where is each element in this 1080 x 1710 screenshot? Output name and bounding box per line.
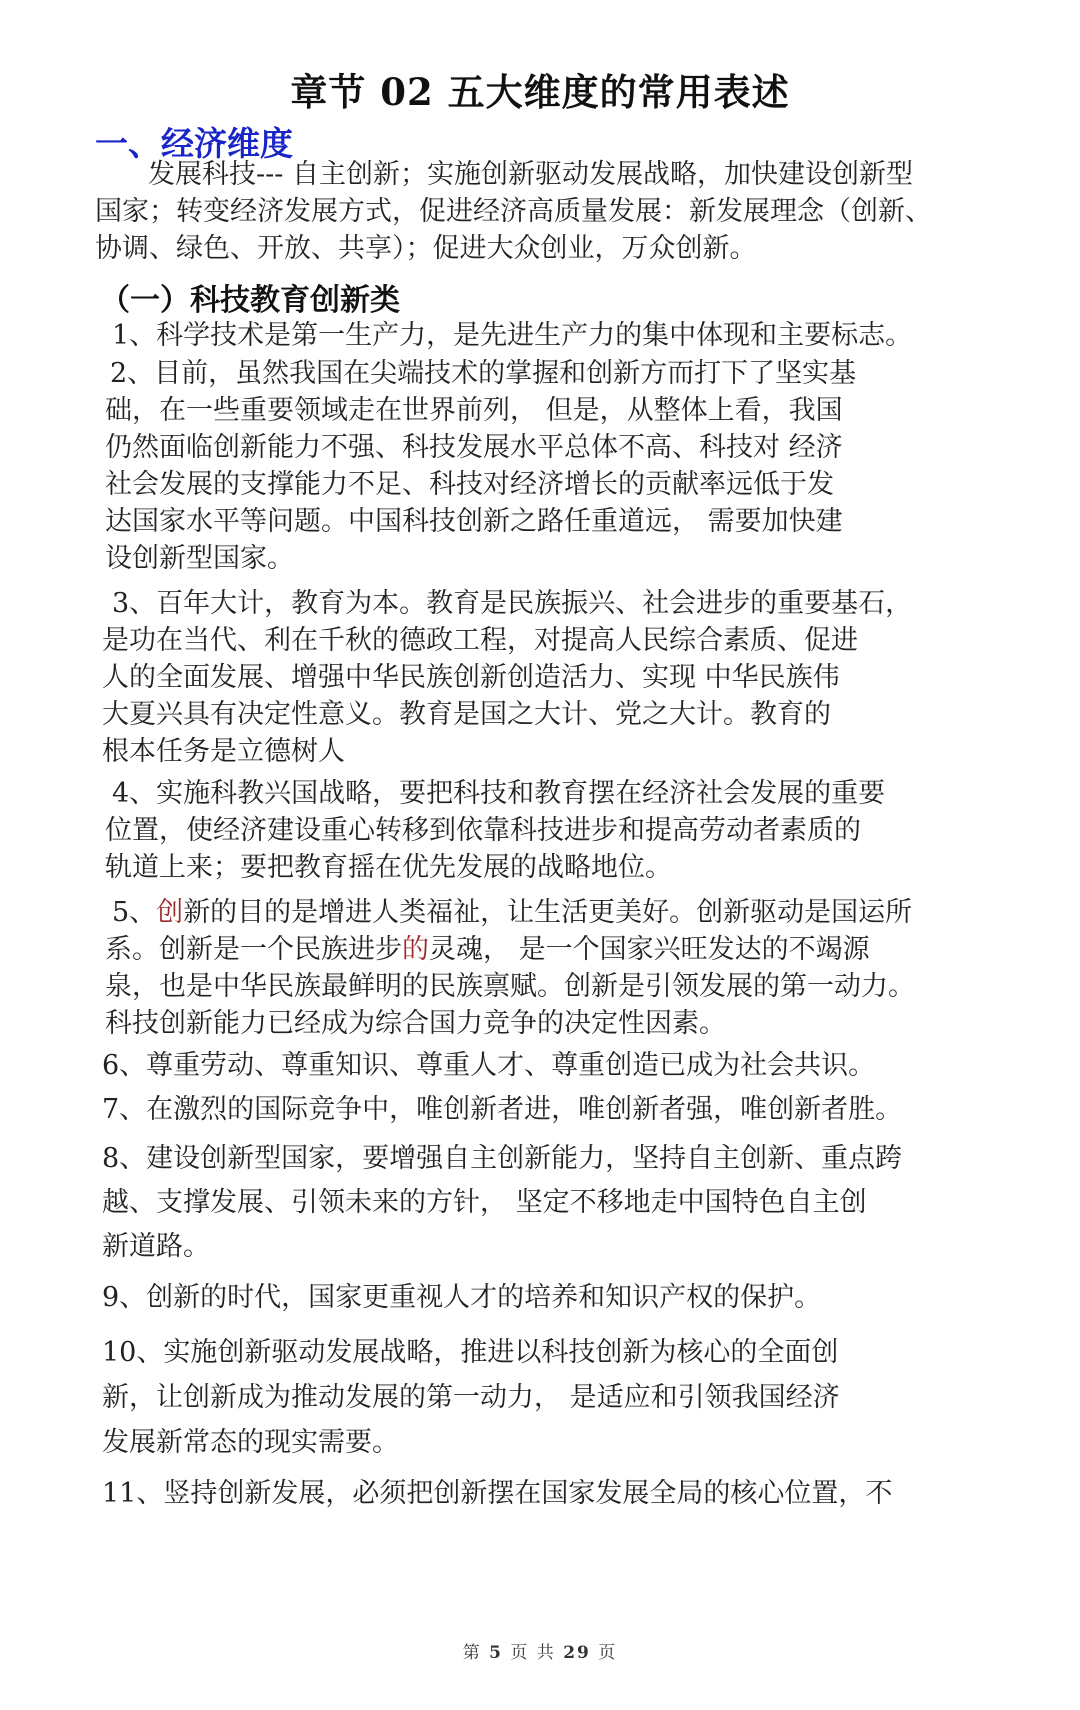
- page-footer: [0, 1638, 1080, 1663]
- item-line: 科技创新能力已经成为综合国力竞争的决定性因素。: [105, 1008, 726, 1039]
- item-line: 3、百年大计，教育为本。教育是民族振兴、社会进步的重要基石，: [112, 588, 913, 619]
- item-text: 5、: [112, 897, 157, 928]
- item-line: 是功在当代、利在千秋的德政工程，对提高人民综合素质、促进: [102, 625, 858, 656]
- highlighted-char: 的: [402, 934, 429, 965]
- item-line: 新道路。: [102, 1231, 210, 1262]
- item-line: [112, 890, 912, 929]
- item-line: 位置，使经济建设重心转移到依靠科技进步和提高劳动者素质的: [105, 815, 861, 846]
- intro-line: 协调、绿色、开放、共享）；促进大众创业，万众创新。: [95, 233, 757, 264]
- item-line: 6、尊重劳动、尊重知识、尊重人才、尊重创造已成为社会共识。: [102, 1050, 876, 1081]
- footer-suffix: 页: [598, 1643, 618, 1663]
- footer-prefix: 第: [462, 1643, 482, 1663]
- item-line: 泉，也是中华民族最鲜明的民族禀赋。创新是引领发展的第一动力。: [105, 971, 915, 1002]
- item-line: 11、竖持创新发展，必须把创新摆在国家发展全局的核心位置，不: [102, 1478, 893, 1509]
- item-line: 9、创新的时代，国家更重视人才的培养和知识产权的保护。: [102, 1282, 822, 1313]
- item-line: 仍然面临创新能力不强、科技发展水平总体不高、科技对 经济: [105, 432, 843, 463]
- item-line: 2、目前，虽然我国在尖端技术的掌握和创新方而打下了坚实基: [110, 358, 857, 389]
- item-line: 越、支撑发展、引领未来的方针， 坚定不移地走中国特色自主创: [102, 1187, 867, 1218]
- item-line: 根本任务是立德树人: [102, 736, 345, 767]
- item-line: 设创新型国家。: [105, 543, 294, 574]
- item-line: 发展新常态的现实需要。: [102, 1427, 399, 1458]
- item-line: 轨道上来；要把教育摇在优先发展的战略地位。: [105, 852, 672, 883]
- item-line: 1、科学技术是第一生产力，是先进生产力的集中体现和主要标志。: [112, 320, 913, 351]
- item-line: 7、在激烈的国际竞争中，唯创新者进，唯创新者强，唯创新者胜。: [102, 1094, 903, 1125]
- total-page-count: 29: [563, 1643, 591, 1663]
- item-line: 8、建设创新型国家，要增强自主创新能力，坚持自主创新、重点跨: [102, 1143, 903, 1174]
- current-page-number: 5: [489, 1643, 503, 1663]
- item-line: 社会发展的支撑能力不足、科技对经济增长的贡献率远低于发: [105, 469, 834, 500]
- item-line: 人的全面发展、增强中华民族创新创造活力、实现 中华民族伟: [102, 662, 840, 693]
- item-line: 10、实施创新驱动发展战略，推进以科技创新为核心的全面创: [102, 1337, 839, 1368]
- item-text: 灵魂， 是一个国家兴旺发达的不竭源: [429, 934, 870, 965]
- highlighted-char: 创: [156, 897, 184, 928]
- intro-line: 国家；转变经济发展方式，促进经济高质量发展：新发展理念（创新、: [95, 196, 932, 227]
- section-heading: 一、经济维度: [95, 124, 293, 163]
- item-text: 新的目的是增进人类福祉，让生活更美好。创新驱动是国运所: [183, 897, 913, 928]
- item-text: 系。创新是一个民族进步: [105, 934, 402, 965]
- sub-heading: （一）科技教育创新类: [100, 283, 400, 318]
- page-title: 章节 02 五大维度的常用表述: [290, 70, 790, 114]
- item-line: 达国家水平等问题。中国科技创新之路任重道远， 需要加快建: [105, 506, 843, 537]
- item-line: 础，在一些重要领域走在世界前列， 但是，从整体上看，我国: [105, 395, 843, 426]
- footer-middle: 页 共: [510, 1643, 556, 1663]
- item-line: [105, 927, 870, 966]
- item-line: 新，让创新成为推动发展的第一动力， 是适应和引领我国经济: [102, 1382, 840, 1413]
- item-line: 大夏兴具有决定性意义。教育是国之大计、党之大计。教育的: [102, 699, 831, 730]
- intro-line: 发展科技--- 自主创新；实施创新驱动发展战略，加快建设创新型: [148, 159, 913, 190]
- item-line: 4、实施科教兴国战略，要把科技和教育摆在经济社会发展的重要: [112, 778, 886, 809]
